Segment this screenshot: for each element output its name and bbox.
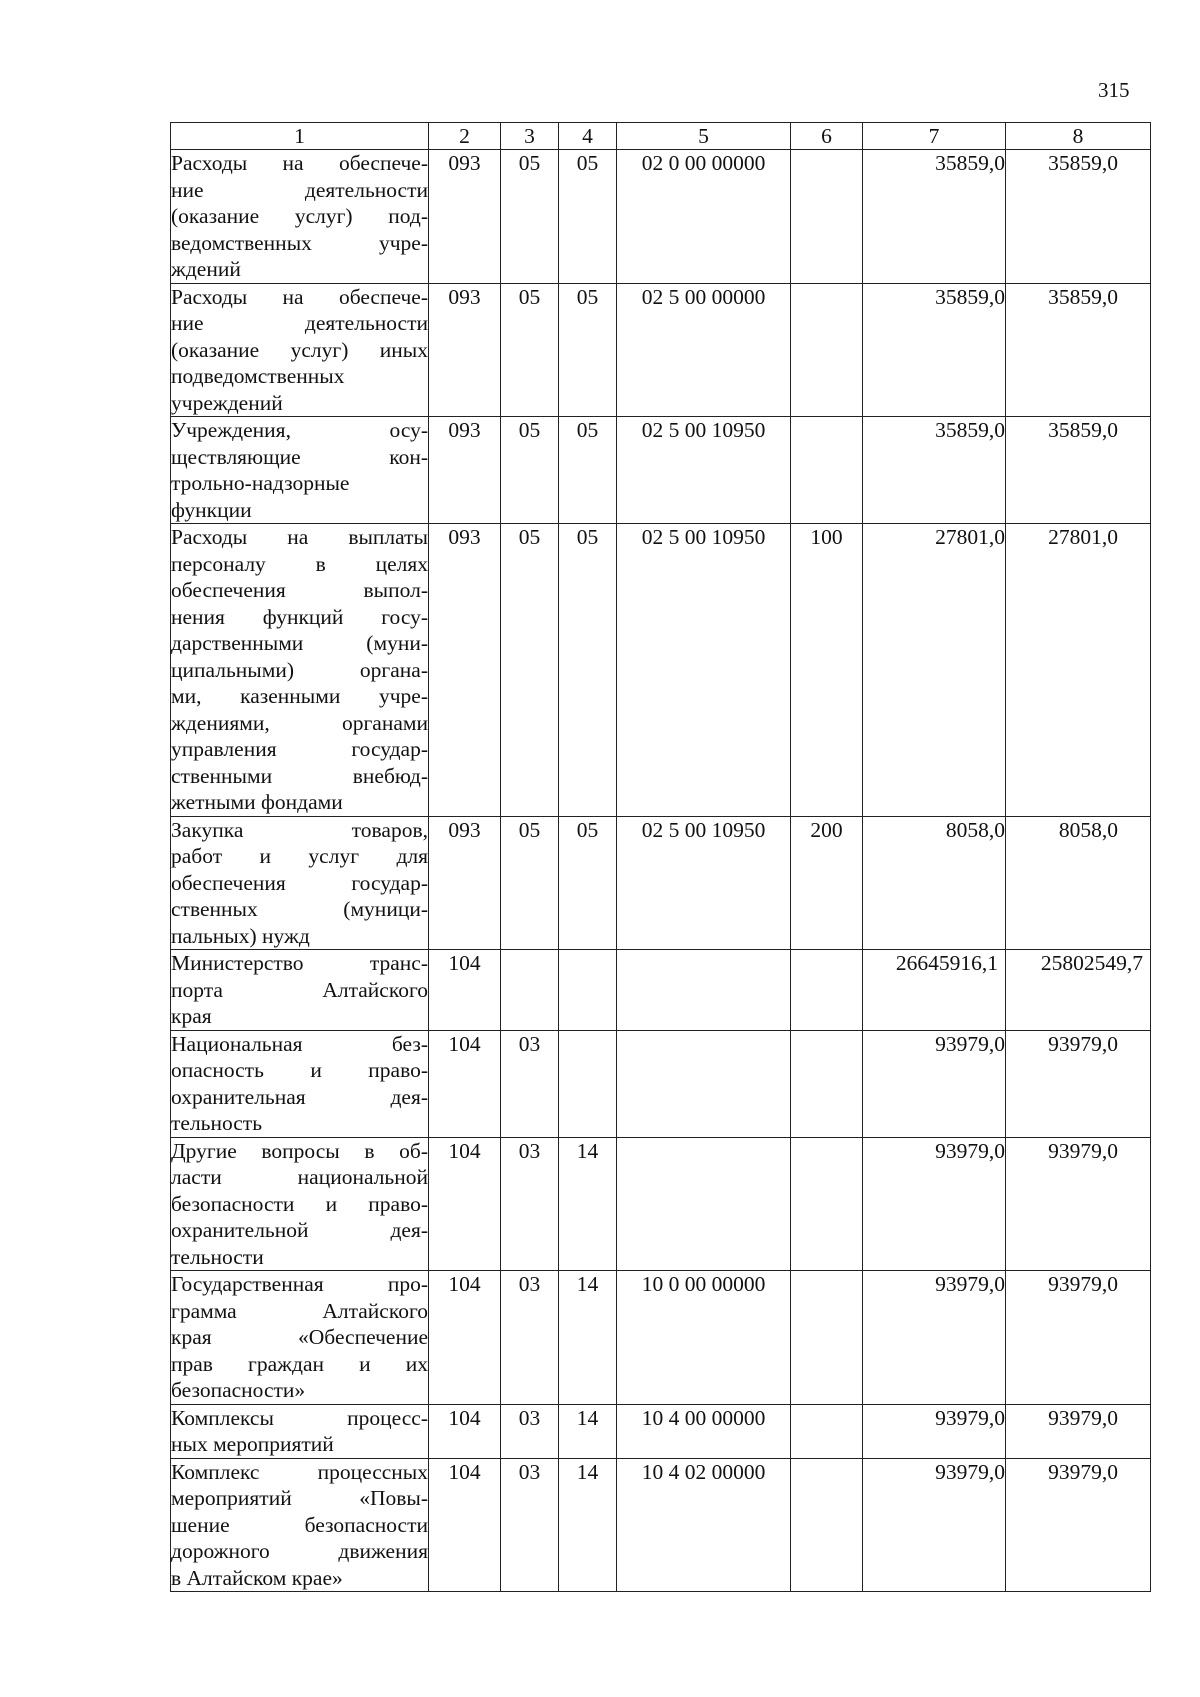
cell-grbs: 104	[429, 1030, 501, 1137]
cell-subsection: 05	[559, 816, 617, 950]
cell-subsection	[559, 950, 617, 1031]
name-line: Национальная без-	[171, 1031, 428, 1056]
table-row	[171, 1030, 1151, 1137]
cell-name	[171, 1271, 429, 1405]
name-line: Расходы на обеспече-	[171, 151, 428, 175]
table-row	[171, 524, 1151, 817]
cell-sum-year-2: 25802549,7	[1006, 950, 1151, 1031]
cell-sum-year-1: 8058,0	[863, 816, 1006, 950]
name-line: работ и услуг для	[171, 844, 428, 868]
cell-sum-year-1: 93979,0	[863, 1404, 1006, 1458]
name-line: ние деятельности	[171, 177, 428, 202]
name-line: охранительная дея-	[171, 1084, 428, 1109]
cell-name	[171, 283, 429, 417]
name-line: пальных) нужд	[171, 923, 310, 948]
cell-sum-year-1: 35859,0	[863, 150, 1006, 284]
cell-name	[171, 524, 429, 817]
name-line: грамма Алтайского	[171, 1298, 428, 1323]
name-line: обеспечения выпол-	[171, 578, 428, 602]
cell-subsection	[559, 1030, 617, 1137]
cell-name	[171, 1458, 429, 1592]
name-line: в Алтайском крае»	[171, 1565, 343, 1590]
cell-subsection: 05	[559, 524, 617, 817]
cell-sum-year-2: 93979,0	[1006, 1458, 1151, 1592]
name-line: (оказание услуг) под-	[171, 204, 428, 228]
cell-target-article: 02 0 00 00000	[617, 150, 791, 284]
cell-target-article: 10 4 02 00000	[617, 1458, 791, 1592]
cell-name	[171, 150, 429, 284]
cell-expense-type	[791, 283, 863, 417]
cell-section: 03	[501, 1458, 559, 1592]
name-line: Закупка товаров,	[171, 817, 428, 842]
cell-expense-type	[791, 950, 863, 1031]
name-line: тельность	[171, 1111, 263, 1135]
column-header: 2	[429, 123, 501, 150]
column-header: 7	[863, 123, 1006, 150]
name-line: безопасности»	[171, 1378, 306, 1402]
cell-expense-type	[791, 1030, 863, 1137]
name-line: дорожного движения	[171, 1539, 428, 1563]
cell-subsection: 05	[559, 417, 617, 524]
table-row	[171, 417, 1151, 524]
name-line: управления государ-	[171, 737, 428, 761]
cell-sum-year-1: 93979,0	[863, 1137, 1006, 1271]
cell-sum-year-1: 93979,0	[863, 1030, 1006, 1137]
name-line: опасность и право-	[171, 1058, 428, 1082]
name-line: Комплексы процесс-	[171, 1405, 428, 1430]
name-line: (оказание услуг) иных	[171, 337, 428, 362]
cell-sum-year-2: 27801,0	[1006, 524, 1151, 817]
name-line: функции	[171, 497, 252, 522]
cell-sum-year-1: 93979,0	[863, 1271, 1006, 1405]
name-line: ми, казенными учре-	[171, 684, 428, 708]
cell-grbs: 104	[429, 1271, 501, 1405]
cell-sum-year-2: 93979,0	[1006, 1404, 1151, 1458]
budget-table	[170, 122, 1151, 1592]
cell-sum-year-2: 93979,0	[1006, 1137, 1151, 1271]
cell-grbs: 093	[429, 816, 501, 950]
name-line: ципальными) органа-	[171, 657, 428, 682]
cell-subsection: 05	[559, 283, 617, 417]
cell-name	[171, 816, 429, 950]
cell-section	[501, 950, 559, 1031]
name-line: нения функций госу-	[171, 604, 428, 629]
name-line: порта Алтайского	[171, 977, 428, 1002]
table-header-row	[171, 123, 1151, 150]
name-line: ственными внебюд-	[171, 763, 428, 788]
cell-name	[171, 950, 429, 1031]
column-header: 6	[791, 123, 863, 150]
cell-section: 03	[501, 1271, 559, 1405]
cell-target-article	[617, 1030, 791, 1137]
cell-expense-type: 100	[791, 524, 863, 817]
cell-expense-type: 200	[791, 816, 863, 950]
cell-section: 05	[501, 816, 559, 950]
name-line: Комплекс процессных	[171, 1459, 428, 1484]
cell-subsection: 14	[559, 1458, 617, 1592]
cell-section: 03	[501, 1404, 559, 1458]
table-row	[171, 1458, 1151, 1592]
name-line: ласти национальной	[171, 1165, 428, 1189]
name-line: трольно-надзорные	[171, 471, 350, 495]
cell-grbs: 093	[429, 283, 501, 417]
name-line: ведомственных учре-	[171, 230, 428, 255]
name-line: ждений	[171, 257, 241, 281]
cell-expense-type	[791, 1137, 863, 1271]
name-line: Расходы на обеспече-	[171, 284, 428, 309]
cell-grbs: 104	[429, 1458, 501, 1592]
cell-expense-type	[791, 1458, 863, 1592]
name-line: охранительной дея-	[171, 1218, 428, 1242]
cell-target-article	[617, 1137, 791, 1271]
cell-expense-type	[791, 1404, 863, 1458]
cell-target-article: 02 5 00 10950	[617, 524, 791, 817]
name-line: безопасности и право-	[171, 1191, 428, 1216]
table-body	[171, 150, 1151, 1592]
column-header: 3	[501, 123, 559, 150]
column-header: 1	[171, 123, 429, 150]
name-line: тельности	[171, 1244, 264, 1269]
table-row	[171, 816, 1151, 950]
cell-name	[171, 1404, 429, 1458]
name-line: края	[171, 1004, 212, 1028]
column-header: 5	[617, 123, 791, 150]
cell-sum-year-2: 8058,0	[1006, 816, 1151, 950]
name-line: дарственными (муни-	[171, 631, 428, 655]
name-line: ществляющие кон-	[171, 444, 428, 469]
cell-sum-year-2: 93979,0	[1006, 1030, 1151, 1137]
name-line: жетными фондами	[171, 790, 343, 814]
cell-grbs: 093	[429, 150, 501, 284]
cell-sum-year-1: 93979,0	[863, 1458, 1006, 1592]
cell-sum-year-2: 35859,0	[1006, 150, 1151, 284]
cell-section: 03	[501, 1030, 559, 1137]
cell-section: 05	[501, 524, 559, 817]
cell-subsection: 05	[559, 150, 617, 284]
cell-target-article: 10 0 00 00000	[617, 1271, 791, 1405]
cell-subsection: 14	[559, 1271, 617, 1405]
table-row	[171, 150, 1151, 284]
cell-sum-year-2: 93979,0	[1006, 1271, 1151, 1405]
cell-grbs: 093	[429, 524, 501, 817]
name-line: Министерство транс-	[171, 951, 428, 975]
name-line: края «Обеспечение	[171, 1325, 428, 1349]
cell-name	[171, 1030, 429, 1137]
name-line: мероприятий «Повы-	[171, 1486, 428, 1510]
cell-section: 03	[501, 1137, 559, 1271]
name-line: учреждений	[171, 390, 283, 415]
cell-grbs: 104	[429, 1137, 501, 1271]
cell-subsection: 14	[559, 1404, 617, 1458]
cell-sum-year-1: 26645916,1	[863, 950, 1006, 1031]
cell-sum-year-1: 35859,0	[863, 417, 1006, 524]
cell-grbs: 093	[429, 417, 501, 524]
name-line: ственных (муници-	[171, 897, 428, 921]
cell-grbs: 104	[429, 1404, 501, 1458]
cell-expense-type	[791, 150, 863, 284]
cell-expense-type	[791, 1271, 863, 1405]
name-line: Учреждения, осу-	[171, 418, 428, 442]
cell-target-article: 02 5 00 10950	[617, 417, 791, 524]
cell-section: 05	[501, 417, 559, 524]
cell-section: 05	[501, 283, 559, 417]
name-line: Другие вопросы в об-	[171, 1138, 428, 1163]
table-row	[171, 950, 1151, 1031]
name-line: обеспечения государ-	[171, 870, 428, 895]
name-line: Государственная про-	[171, 1272, 428, 1296]
cell-sum-year-1: 35859,0	[863, 283, 1006, 417]
table-row	[171, 1404, 1151, 1458]
name-line: ние деятельности	[171, 311, 428, 335]
table-row	[171, 283, 1151, 417]
table-row	[171, 1271, 1151, 1405]
cell-subsection: 14	[559, 1137, 617, 1271]
cell-sum-year-1: 27801,0	[863, 524, 1006, 817]
page-number: 315	[1098, 78, 1130, 102]
name-line: подведомственных	[171, 364, 345, 388]
name-line: ждениями, органами	[171, 710, 428, 735]
cell-sum-year-2: 35859,0	[1006, 283, 1151, 417]
cell-target-article: 10 4 00 00000	[617, 1404, 791, 1458]
cell-target-article: 02 5 00 00000	[617, 283, 791, 417]
cell-grbs: 104	[429, 950, 501, 1031]
cell-name	[171, 1137, 429, 1271]
cell-target-article	[617, 950, 791, 1031]
column-header: 8	[1006, 123, 1151, 150]
name-line: персоналу в целях	[171, 551, 428, 576]
name-line: ных мероприятий	[171, 1432, 334, 1456]
name-line: шение безопасности	[171, 1512, 428, 1537]
cell-section: 05	[501, 150, 559, 284]
cell-name	[171, 417, 429, 524]
cell-sum-year-2: 35859,0	[1006, 417, 1151, 524]
cell-target-article: 02 5 00 10950	[617, 816, 791, 950]
cell-expense-type	[791, 417, 863, 524]
column-header: 4	[559, 123, 617, 150]
name-line: Расходы на выплаты	[171, 525, 428, 549]
table-row	[171, 1137, 1151, 1271]
name-line: прав граждан и их	[171, 1351, 428, 1376]
